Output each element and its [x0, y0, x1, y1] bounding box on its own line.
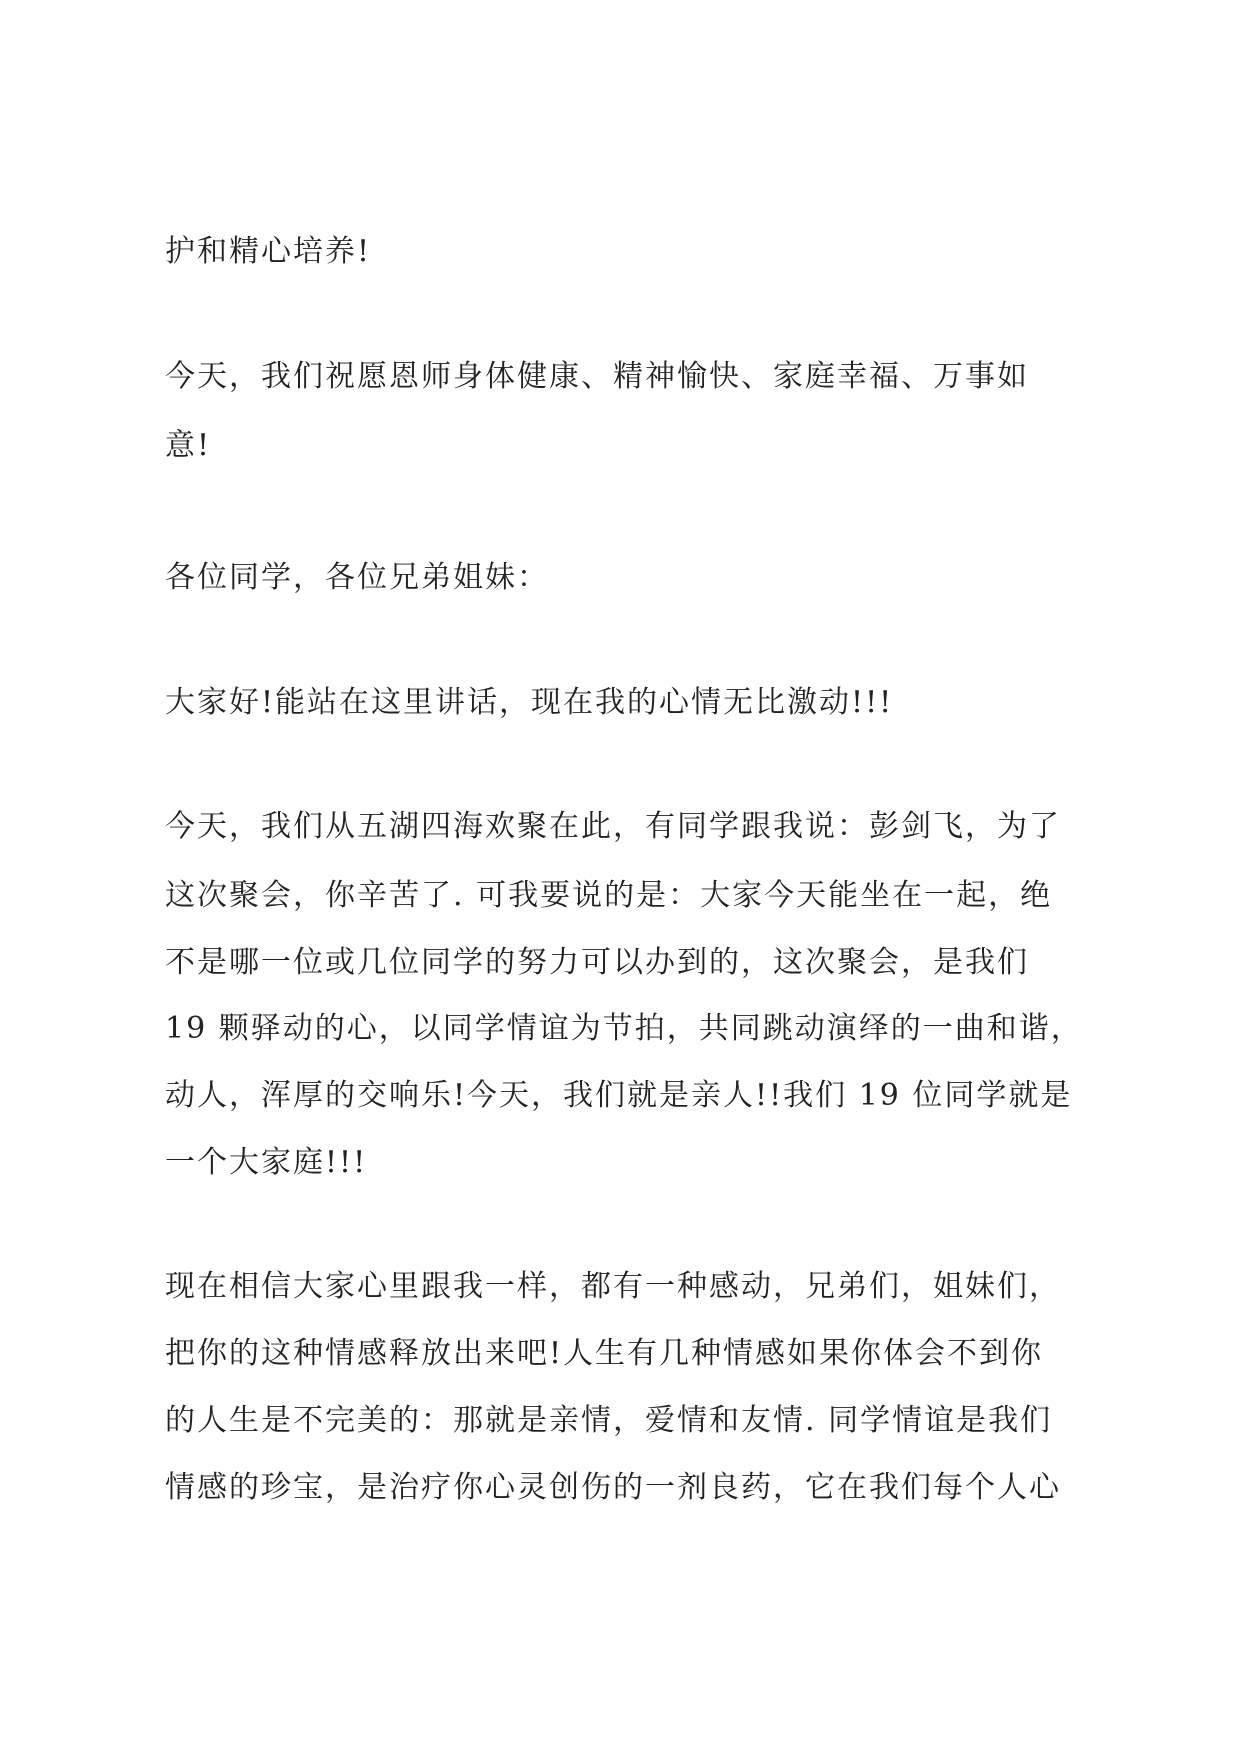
text-line: 现在相信大家心里跟我一样，都有一种感动，兄弟们，姐妹们，	[165, 1269, 1061, 1304]
text-line: 不是哪一位或几位同学的努力可以办到的，这次聚会，是我们	[165, 945, 1029, 980]
text-line: 各位同学，各位兄弟姐妹：	[165, 560, 549, 595]
text-line: 这次聚会，你辛苦了. 可我要说的是：大家今天能坐在一起，绝	[165, 878, 1053, 913]
text-line: 情感的珍宝，是治疗你心灵创伤的一剂良药，它在我们每个人心	[165, 1470, 1061, 1505]
text-line: 今天，我们祝愿恩师身体健康、精神愉快、家庭幸福、万事如	[165, 359, 1029, 394]
text-line: 动人，浑厚的交响乐!今天，我们就是亲人!!我们 19 位同学就是	[165, 1078, 1073, 1113]
text-line: 护和精心培养!	[165, 234, 372, 269]
text-line: 大家好!能站在这里讲话，现在我的心情无比激动!!!	[165, 685, 894, 720]
text-line: 意!	[165, 428, 212, 463]
text-line: 一个大家庭!!!	[165, 1145, 368, 1180]
text-line: 19 颗驿动的心，以同学情谊为节拍，共同跳动演绎的一曲和谐，	[165, 1011, 1083, 1046]
text-line: 今天，我们从五湖四海欢聚在此，有同学跟我说：彭剑飞，为了	[165, 809, 1061, 844]
text-line: 的人生是不完美的：那就是亲情，爱情和友情. 同学情谊是我们	[165, 1403, 1053, 1438]
text-line: 把你的这种情感释放出来吧!人生有几种情感如果你体会不到你	[165, 1336, 1044, 1371]
